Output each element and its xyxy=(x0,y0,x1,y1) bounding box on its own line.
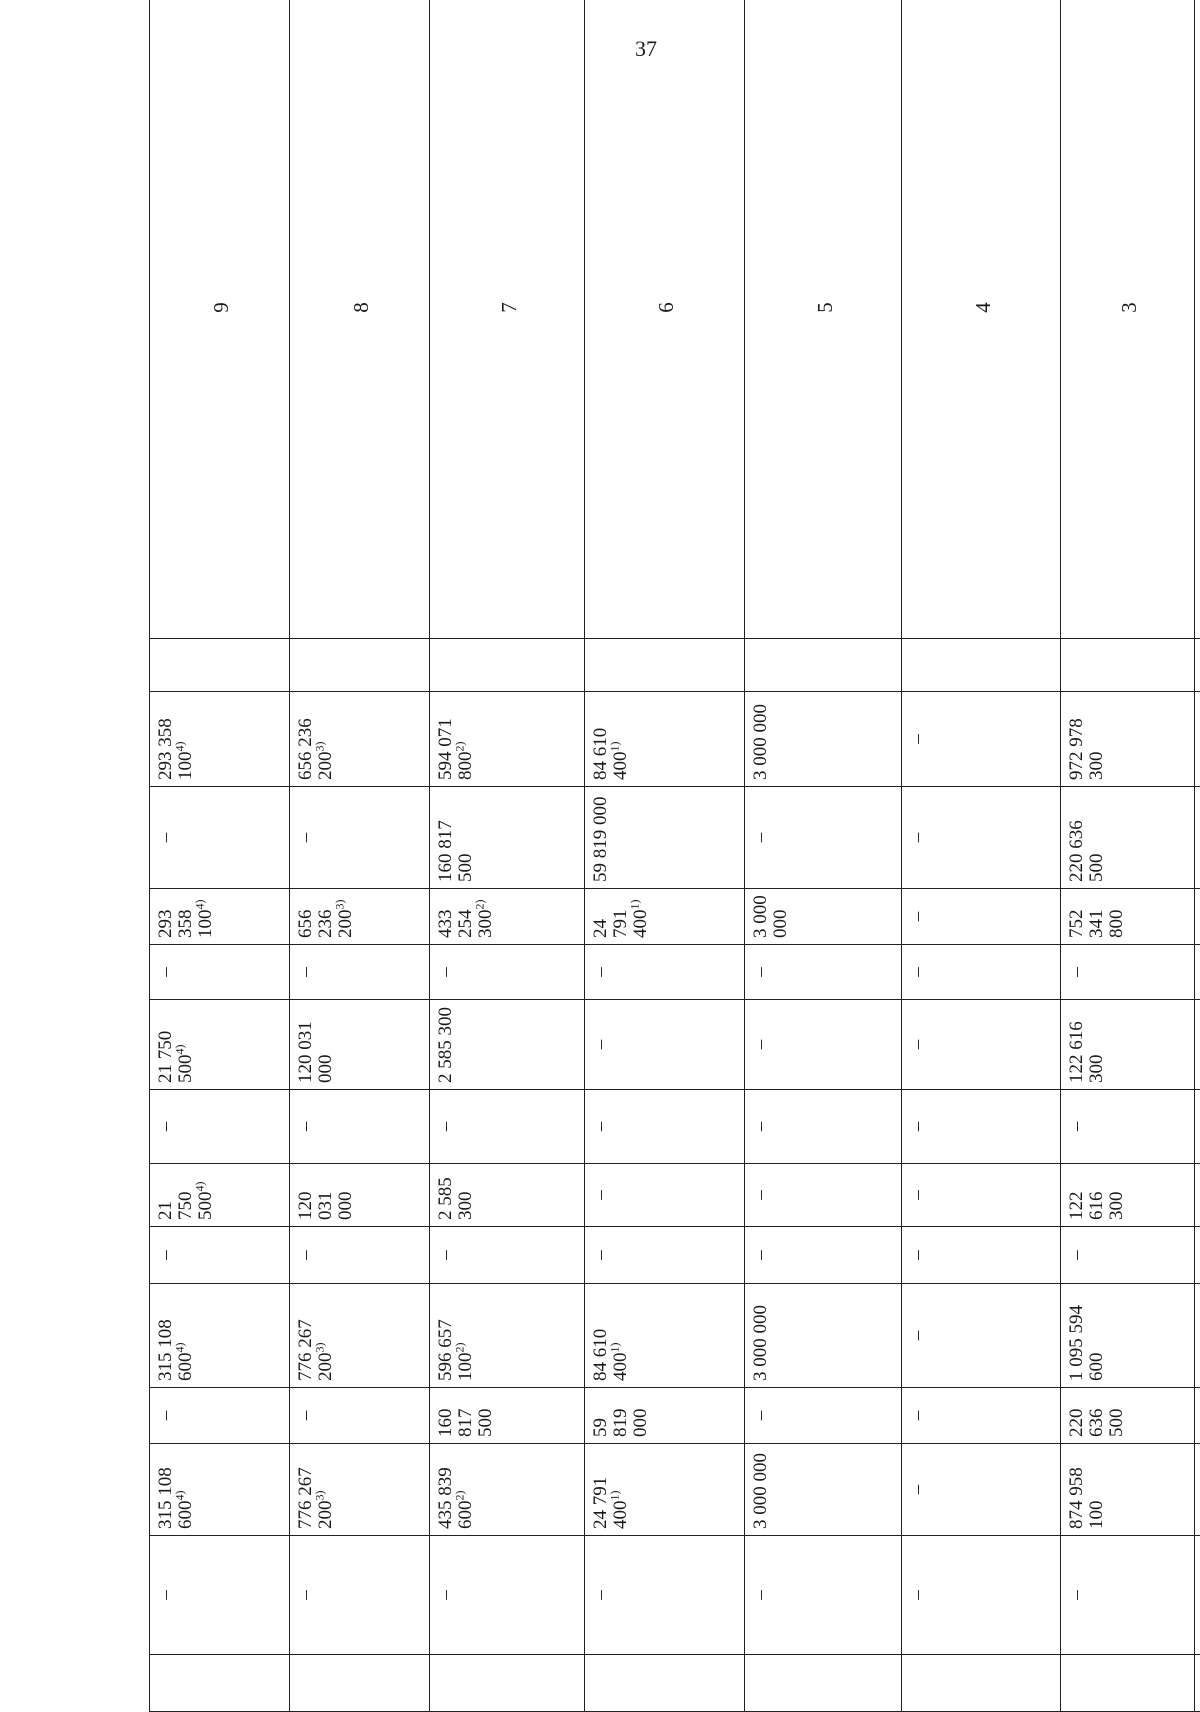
table-column-8 xyxy=(290,0,430,1712)
table-cell xyxy=(430,787,585,889)
cell-value: – xyxy=(750,967,771,977)
table-cell xyxy=(430,692,585,787)
table-cell xyxy=(902,945,1061,1000)
cell-value: 315 108 600 xyxy=(155,1319,196,1381)
table-cell xyxy=(745,1444,902,1536)
table-cell xyxy=(902,1536,1061,1655)
table-cell xyxy=(745,1227,902,1284)
cell-value: – xyxy=(907,967,928,977)
table-cell xyxy=(150,1388,290,1444)
cell-value: – xyxy=(590,1122,611,1132)
cell-value: 59 819 000 xyxy=(590,797,611,883)
cell-value: – xyxy=(435,1590,456,1600)
cell-value: – xyxy=(295,833,316,843)
table-cell xyxy=(150,787,290,889)
cell-value: 122 616 300 xyxy=(1066,1192,1127,1221)
cell-value: 776 267 200 xyxy=(295,1319,336,1381)
investment-table xyxy=(149,0,1200,1712)
cell-value: – xyxy=(907,1411,928,1421)
table-cell xyxy=(430,1000,585,1090)
cell-value: 293 358 100 xyxy=(155,910,216,939)
table-cell xyxy=(1061,787,1195,889)
cell-value: 2 585 300 xyxy=(435,1177,476,1220)
table-cell xyxy=(150,1227,290,1284)
cell-value: – xyxy=(907,1590,928,1600)
table-cell xyxy=(150,1000,290,1090)
cell-value: – xyxy=(155,1250,176,1260)
table-cell xyxy=(902,639,1061,692)
table-cell xyxy=(290,787,430,889)
cell-value: – xyxy=(907,1331,928,1341)
cell-value: 656 236 200 xyxy=(295,718,336,780)
cell-value: 220 636 500 xyxy=(1066,1409,1127,1438)
cell-value: – xyxy=(155,1411,176,1421)
cell-value: – xyxy=(907,833,928,843)
footnote-marker: 4) xyxy=(193,1182,207,1192)
table-cell xyxy=(745,889,902,945)
table-cell xyxy=(1061,692,1195,787)
table-cell xyxy=(585,1444,745,1536)
cell-value: – xyxy=(907,1122,928,1132)
cell-value: 160 817 500 xyxy=(435,820,476,882)
table-cell xyxy=(585,1655,745,1712)
column-number-9: 9 xyxy=(150,0,290,639)
footnote-marker: 1) xyxy=(628,900,642,910)
footnote-marker: 4) xyxy=(173,742,187,752)
cell-value: – xyxy=(590,1590,611,1600)
cell-value: – xyxy=(907,1250,928,1260)
table-cell xyxy=(290,639,430,692)
table-column-5 xyxy=(745,0,902,1712)
table-cell xyxy=(150,889,290,945)
cell-value: – xyxy=(750,1411,771,1421)
table-cell xyxy=(585,1388,745,1444)
table-column-3 xyxy=(1061,0,1195,1712)
footnote-marker: 2) xyxy=(453,742,467,752)
table-cell xyxy=(290,889,430,945)
table-cell xyxy=(585,889,745,945)
table-cell xyxy=(290,1536,430,1655)
table-cell xyxy=(1195,1536,1200,1655)
cell-value: – xyxy=(295,1122,316,1132)
column-number-5: 5 xyxy=(745,0,902,639)
footnote-marker: 4) xyxy=(173,1491,187,1501)
table-cell xyxy=(1195,1284,1200,1388)
table-cell xyxy=(745,1284,902,1388)
table-cell xyxy=(430,889,585,945)
table-cell xyxy=(745,945,902,1000)
cell-value: 3 000 000 xyxy=(750,895,791,938)
table-column-2 xyxy=(1195,0,1200,1712)
cell-value: – xyxy=(590,1190,611,1200)
table-cell xyxy=(430,1284,585,1388)
table-cell xyxy=(745,1536,902,1655)
cell-value: – xyxy=(907,1040,928,1050)
footnote-marker: 3) xyxy=(313,742,327,752)
table-cell xyxy=(745,787,902,889)
cell-value: 2 585 300 xyxy=(435,1007,456,1083)
table-cell xyxy=(745,1388,902,1444)
footnote-marker: 2) xyxy=(473,900,487,910)
table-cell xyxy=(1195,692,1200,787)
footnote-marker: 1) xyxy=(608,1491,622,1501)
rotated-table-container xyxy=(149,77,1170,1712)
table-cell xyxy=(290,1655,430,1712)
cell-value: 3 000 000 xyxy=(750,1453,771,1529)
table-cell xyxy=(1061,1164,1195,1227)
cell-value: 21 750 500 xyxy=(155,1031,196,1083)
table-cell xyxy=(290,1284,430,1388)
table-cell xyxy=(585,639,745,692)
table-cell xyxy=(1195,945,1200,1000)
table-cell xyxy=(1061,889,1195,945)
table-cell xyxy=(585,1000,745,1090)
table-cell xyxy=(902,889,1061,945)
table-cell xyxy=(430,1164,585,1227)
cell-value: 874 958 100 xyxy=(1066,1467,1107,1529)
table-cell xyxy=(1195,1000,1200,1090)
table-cell xyxy=(902,1000,1061,1090)
cell-value: – xyxy=(907,1485,928,1495)
table-cell xyxy=(1061,639,1195,692)
table-cell xyxy=(585,787,745,889)
table-cell xyxy=(150,1444,290,1536)
cell-value: – xyxy=(750,1250,771,1260)
cell-value: – xyxy=(590,967,611,977)
cell-value: 59 819 000 xyxy=(590,1409,651,1438)
footnote-marker: 1) xyxy=(608,1343,622,1353)
footnote-marker: 3) xyxy=(333,900,347,910)
cell-value: 972 978 300 xyxy=(1066,718,1107,780)
cell-value: – xyxy=(1066,1250,1087,1260)
cell-value: 656 236 200 xyxy=(295,910,356,939)
cell-value: – xyxy=(295,1411,316,1421)
cell-value: – xyxy=(155,1122,176,1132)
table-cell xyxy=(902,1090,1061,1164)
table-cell xyxy=(290,1164,430,1227)
table-cell xyxy=(585,1284,745,1388)
table-cell xyxy=(745,1655,902,1712)
table-cell xyxy=(430,1536,585,1655)
cell-value: 24 791 400 xyxy=(590,1477,631,1529)
cell-value: – xyxy=(1066,1590,1087,1600)
table-cell xyxy=(1061,1655,1195,1712)
cell-value: 594 071 800 xyxy=(435,718,476,780)
table-column-9 xyxy=(150,0,290,1712)
table-cell xyxy=(1195,639,1200,692)
table-cell xyxy=(1061,945,1195,1000)
table-cell xyxy=(1061,1000,1195,1090)
table-cell xyxy=(1195,1090,1200,1164)
table-cell xyxy=(902,1227,1061,1284)
table-cell xyxy=(430,639,585,692)
cell-value: 160 817 500 xyxy=(435,1409,496,1438)
cell-value: 315 108 600 xyxy=(155,1467,196,1529)
cell-value: – xyxy=(1066,967,1087,977)
cell-value: 120 031 000 xyxy=(295,1021,336,1083)
page-number: 37 xyxy=(0,36,1200,62)
table-cell xyxy=(430,1444,585,1536)
table-cell xyxy=(290,1000,430,1090)
cell-value: 84 610 400 xyxy=(590,1329,631,1381)
table-cell xyxy=(902,787,1061,889)
table-cell xyxy=(430,1388,585,1444)
cell-value: – xyxy=(750,833,771,843)
table-cell xyxy=(585,1164,745,1227)
cell-value: 1 095 594 600 xyxy=(1066,1305,1107,1381)
table-cell xyxy=(290,945,430,1000)
table-cell xyxy=(1195,1227,1200,1284)
cell-value: 21 750 500 xyxy=(155,1192,216,1221)
table-cell xyxy=(150,639,290,692)
table-cell xyxy=(1195,1444,1200,1536)
footnote-marker: 1) xyxy=(608,742,622,752)
table-cell xyxy=(902,1164,1061,1227)
cell-value: – xyxy=(907,1190,928,1200)
cell-value: – xyxy=(907,912,928,922)
cell-value: – xyxy=(1066,1122,1087,1132)
table-cell xyxy=(150,1655,290,1712)
table-cell xyxy=(1061,1090,1195,1164)
table-cell xyxy=(1061,1388,1195,1444)
column-number-6: 6 xyxy=(585,0,745,639)
table-cell xyxy=(290,1444,430,1536)
table-cell xyxy=(430,1227,585,1284)
footnote-marker: 4) xyxy=(173,1343,187,1353)
footnote-marker: 2) xyxy=(453,1491,467,1501)
table-cell xyxy=(902,1655,1061,1712)
table-cell xyxy=(150,1090,290,1164)
table-cell xyxy=(1061,1227,1195,1284)
cell-value: 752 341 800 xyxy=(1066,910,1127,939)
table-cell xyxy=(745,639,902,692)
table-cell xyxy=(430,1655,585,1712)
cell-value: 776 267 200 xyxy=(295,1467,336,1529)
table-cell xyxy=(902,1284,1061,1388)
table-cell xyxy=(1061,1444,1195,1536)
table-cell xyxy=(290,1388,430,1444)
table-column-4 xyxy=(902,0,1061,1712)
table-cell xyxy=(290,1227,430,1284)
table-cell xyxy=(745,1164,902,1227)
column-number-2 xyxy=(1195,0,1200,639)
cell-value: 24 791 400 xyxy=(590,910,651,939)
cell-value: – xyxy=(295,1590,316,1600)
column-number-3: 3 xyxy=(1061,0,1195,639)
footnote-marker: 2) xyxy=(453,1343,467,1353)
table-cell xyxy=(902,1444,1061,1536)
table-cell xyxy=(745,1090,902,1164)
cell-value: – xyxy=(907,734,928,744)
table-cell xyxy=(902,692,1061,787)
cell-value: – xyxy=(750,1122,771,1132)
table-cell xyxy=(745,1000,902,1090)
table-cell xyxy=(745,692,902,787)
column-number-7: 7 xyxy=(430,0,585,639)
table-cell xyxy=(150,945,290,1000)
table-cell xyxy=(585,945,745,1000)
cell-value: 293 358 100 xyxy=(155,718,196,780)
table-cell xyxy=(585,692,745,787)
footnote-marker: 3) xyxy=(313,1491,327,1501)
cell-value: – xyxy=(295,967,316,977)
cell-value: – xyxy=(295,1250,316,1260)
column-number-8: 8 xyxy=(290,0,430,639)
column-number-4: 4 xyxy=(902,0,1061,639)
footnote-marker: 3) xyxy=(313,1343,327,1353)
table-cell xyxy=(1195,1388,1200,1444)
table-cell xyxy=(585,1090,745,1164)
cell-value: – xyxy=(435,967,456,977)
table-cell xyxy=(1195,889,1200,945)
table-cell xyxy=(150,1284,290,1388)
cell-value: 120 031 000 xyxy=(295,1192,356,1221)
cell-value: 596 657 100 xyxy=(435,1319,476,1381)
cell-value: 3 000 000 xyxy=(750,1305,771,1381)
footnote-marker: 4) xyxy=(193,900,207,910)
table-cell xyxy=(430,945,585,1000)
table-cell xyxy=(150,1536,290,1655)
cell-value: – xyxy=(590,1040,611,1050)
cell-value: 3 000 000 xyxy=(750,704,771,780)
table-cell xyxy=(290,1090,430,1164)
table-cell xyxy=(585,1227,745,1284)
cell-value: 84 610 400 xyxy=(590,728,631,780)
cell-value: 220 636 500 xyxy=(1066,820,1107,882)
table-cell xyxy=(150,1164,290,1227)
table-cell xyxy=(150,692,290,787)
cell-value: – xyxy=(750,1190,771,1200)
table-cell xyxy=(902,1388,1061,1444)
table-cell xyxy=(1195,787,1200,889)
footnote-marker: 4) xyxy=(173,1045,187,1055)
cell-value: 122 616 300 xyxy=(1066,1021,1107,1083)
table-cell xyxy=(430,1090,585,1164)
cell-value: 433 254 300 xyxy=(435,910,496,939)
cell-value: 435 839 600 xyxy=(435,1467,476,1529)
cell-value: – xyxy=(435,1122,456,1132)
cell-value: – xyxy=(750,1590,771,1600)
table-cell xyxy=(1195,1655,1200,1712)
cell-value: – xyxy=(750,1040,771,1050)
cell-value: – xyxy=(590,1250,611,1260)
table-column-7 xyxy=(430,0,585,1712)
table-cell xyxy=(1061,1284,1195,1388)
table-cell xyxy=(290,692,430,787)
table-cell xyxy=(1195,1164,1200,1227)
table-cell xyxy=(585,1536,745,1655)
cell-value: – xyxy=(155,1590,176,1600)
cell-value: – xyxy=(155,833,176,843)
cell-value: – xyxy=(155,967,176,977)
table-cell xyxy=(1061,1536,1195,1655)
table-column-6 xyxy=(585,0,745,1712)
cell-value: – xyxy=(435,1250,456,1260)
